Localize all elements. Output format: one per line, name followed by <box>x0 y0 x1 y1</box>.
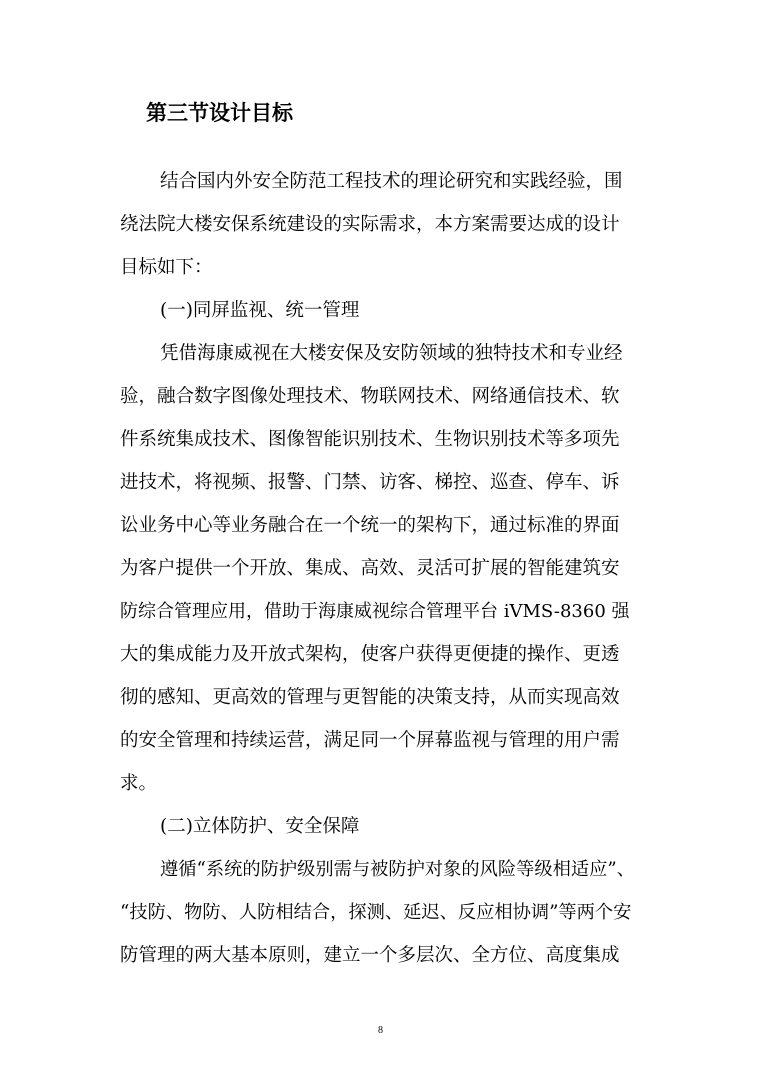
section-title: 第三节设计目标 <box>146 100 293 125</box>
paragraph-line: “技防、物防、人防相结合，探测、延迟、反应相协调”等两个安 <box>120 902 632 923</box>
paragraph-line: 验，融合数字图像处理技术、物联网技术、网络通信技术、软 <box>120 386 620 407</box>
paragraph-line: 件系统集成技术、图像智能识别技术、生物识别技术等多项先 <box>120 429 620 450</box>
paragraph-line: 目标如下： <box>120 257 213 278</box>
paragraph-line: 大的集成能力及开放式架构，使客户获得更便捷的操作、更透 <box>120 644 620 665</box>
subheading-1: (一)同屏监视、统一管理 <box>160 300 360 321</box>
paragraph-line: 结合国内外安全防范工程技术的理论研究和实践经验，围 <box>160 171 623 192</box>
page-number: 8 <box>378 1025 383 1036</box>
paragraph-line: 遵循“系统的防护级别需与被防护对象的风险等级相适应”、 <box>160 859 635 880</box>
paragraph-line: 讼业务中心等业务融合在一个统一的架构下，通过标准的界面 <box>120 515 620 536</box>
paragraph-line: 凭借海康威视在大楼安保及安防领域的独特技术和专业经 <box>160 343 623 364</box>
paragraph-line: 防综合管理应用，借助于海康威视综合管理平台 iVMS-8360 强 <box>120 601 630 622</box>
paragraph-line: 防管理的两大基本原则，建立一个多层次、全方位、高度集成 <box>120 945 620 966</box>
paragraph-line: 彻的感知、更高效的管理与更智能的决策支持，从而实现高效 <box>120 687 620 708</box>
paragraph-line: 求。 <box>120 773 158 794</box>
paragraph-line: 为客户提供一个开放、集成、高效、灵活可扩展的智能建筑安 <box>120 558 620 579</box>
subheading-2: (二)立体防护、安全保障 <box>160 816 360 837</box>
paragraph-line: 的安全管理和持续运营，满足同一个屏幕监视与管理的用户需 <box>120 730 620 751</box>
paragraph-line: 进技术，将视频、报警、门禁、访客、梯控、巡查、停车、诉 <box>120 472 620 493</box>
paragraph-line: 绕法院大楼安保系统建设的实际需求，本方案需要达成的设计 <box>120 214 620 235</box>
